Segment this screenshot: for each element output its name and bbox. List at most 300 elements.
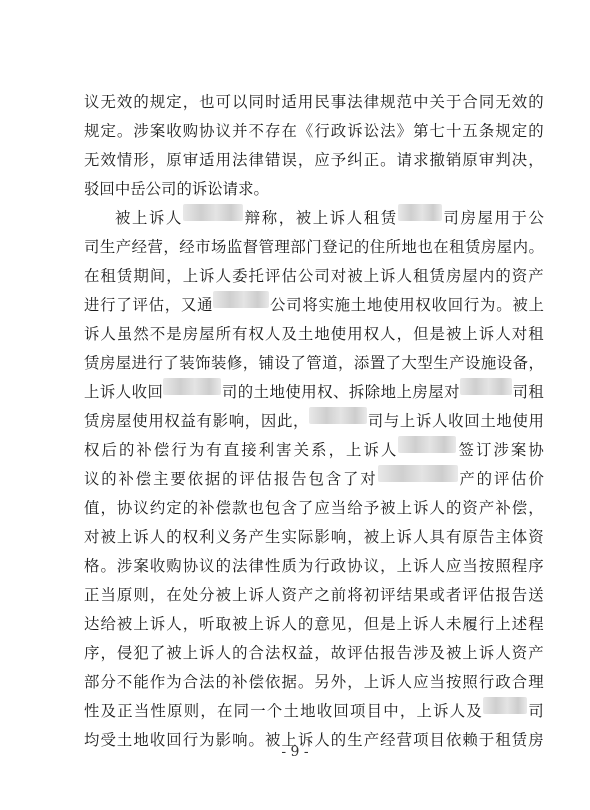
text-char: 上 [462,644,478,662]
text-line [84,639,544,668]
text-char: 上 [399,412,416,430]
text-char: 诉 [380,267,396,285]
text-char: 资 [281,586,297,604]
text-char: 将 [302,296,318,314]
text-char: 依 [187,470,203,488]
text-char: 使 [512,412,528,430]
text-char: 用 [494,209,510,227]
text-char: 土 [116,731,133,749]
text-char: 定 [166,499,182,517]
text-char: 照 [495,557,511,575]
text-char: 屋 [116,412,132,430]
text-char: 上 [182,644,199,662]
text-char: 人 [495,325,511,343]
text-char: 的 [476,470,493,488]
text-char: 案 [510,441,527,459]
text-char: 型 [417,354,433,372]
text-char: 司 [512,383,528,401]
text-char: 生 [264,528,281,546]
text-char: 此 [276,412,293,430]
text-char: 故 [330,644,347,662]
text-char: 按 [445,673,462,691]
text-char: 议 [199,557,215,575]
text-char: 被 [166,644,182,662]
text-char: 租 [528,325,544,343]
text-char: 人 [149,528,166,546]
text-char: 称 [261,209,278,227]
text-char: 评 [264,267,281,285]
text-char: 体 [511,528,528,546]
text-char: 人 [432,412,448,430]
text-char: 。 [248,731,264,749]
text-char: 。 [116,122,133,140]
text-char: 被 [380,499,396,517]
text-char: 的 [528,122,544,140]
text-char: 诉 [413,615,429,633]
text-char: 了 [163,354,179,372]
text-char: 行 [171,441,187,459]
text-char: 了 [149,644,166,662]
text-char: 效 [100,151,116,169]
text-char: 益 [297,644,314,662]
text-char: 诉 [433,702,449,720]
text-char: 估 [256,470,273,488]
text-char: 虽 [116,325,133,343]
text-char: 上 [281,731,297,749]
text-char: 评 [462,586,478,604]
text-char: 地 [401,238,417,256]
text-char: 法 [232,151,248,169]
text-char: 使 [285,383,301,401]
text-char: 利 [258,441,275,459]
text-char: 依 [264,673,281,691]
text-char: 案 [149,122,166,140]
text-char: 涉 [133,122,149,140]
text-char: 法 [199,673,215,691]
text-char: 司 [286,296,302,314]
text-char: 用 [148,412,164,430]
text-char: 权 [415,296,431,314]
text-char: 另 [314,673,330,691]
text-char: 部 [290,238,306,256]
text-char: 政 [495,673,511,691]
text-char: 的 [330,731,347,749]
text-char: 销 [445,151,462,169]
text-line [84,668,544,697]
text-char: 行 [314,557,330,575]
text-char: 也 [199,93,215,111]
text-char: 回 [447,296,464,314]
text-char: ， [242,354,259,372]
text-char: 被 [445,325,462,343]
text-char: 约 [149,499,166,517]
text-char: 照 [462,673,478,691]
text-char: 上 [182,267,199,285]
text-char: 法 [264,644,281,662]
text-char: 于 [478,731,495,749]
text-char: 序 [84,644,100,662]
text-char: 。 [297,673,314,691]
text-char: 议 [215,122,232,140]
text-char: 犯 [133,644,149,662]
text-char: 装 [211,354,227,372]
text-char: 托 [248,267,264,285]
text-char: ， [347,528,363,546]
text-char: 资 [511,267,528,285]
text-char: 无 [84,151,100,169]
text-char: 公 [145,180,162,198]
text-char: 回 [166,731,182,749]
text-char: 了 [385,354,402,372]
text-char: ， [528,354,544,372]
text-char: 合 [248,644,264,662]
text-char: 予 [363,499,380,517]
text-char: 补 [118,470,134,488]
text-char: 大 [401,354,417,372]
text-char: 设 [465,354,481,372]
text-char: 合 [182,673,199,691]
text-char: 人 [264,325,281,343]
text-char: 第 [413,122,429,140]
text-char: 上 [396,383,412,401]
text-char: 经 [131,238,148,256]
text-char: 形 [133,151,149,169]
text-char: 补 [232,673,248,691]
text-char: 《 [297,122,314,140]
text-char: 取 [215,615,232,633]
text-char: 作 [149,673,166,691]
text-char: 上 [396,615,413,633]
text-char: 监 [226,238,243,256]
text-char: 被 [215,586,232,604]
text-char: 辩 [244,209,261,227]
text-line [84,146,544,175]
text-char: 了 [290,354,306,372]
text-char: 权 [248,325,264,343]
text-char: 生 [99,238,116,256]
text-char: 进 [131,354,148,372]
text-char: 产 [363,731,380,749]
body-text [84,88,544,755]
text-char: 诉 [149,209,165,227]
text-char: 的 [182,499,199,517]
text-char: 的 [101,470,117,488]
text-char: 督 [242,238,259,256]
text-char: 程 [528,615,544,633]
text-char: 除 [364,383,381,401]
text-char: 被 [295,209,312,227]
text-char: 错 [264,151,281,169]
text-char: ， [380,557,396,575]
text-char: 在 [84,267,100,285]
text-line [84,320,544,349]
text-char: 铺 [258,354,275,372]
text-char: 赁 [511,731,528,749]
text-char: 性 [84,702,100,720]
text-char: 主 [495,528,511,546]
text-char: 生 [433,354,449,372]
text-char: 诉 [380,673,396,691]
text-char: 偿 [511,499,528,517]
text-char: 均 [84,731,100,749]
text-line [84,697,544,726]
text-char: 为 [480,296,496,314]
text-char: 议 [363,557,380,575]
text-char: 律 [363,93,380,111]
text-char: 存 [264,122,281,140]
text-char: 及 [466,702,482,720]
text-char: 赖 [462,731,478,749]
text-char: 法 [347,93,363,111]
text-char: 求 [238,180,254,198]
text-char: 生 [347,731,363,749]
text-char: 中 [114,180,131,198]
text-char: 赁 [429,267,445,285]
text-char: 。 [380,151,396,169]
text-char: 评 [347,644,363,662]
text-char: 收 [431,296,447,314]
redaction-block [460,378,512,395]
text-char: 产 [478,499,495,517]
text-char: 用 [399,296,415,314]
text-char: 用 [347,325,363,343]
text-char: 用 [215,151,232,169]
text-char: 据 [204,470,221,488]
text-char: 协 [347,557,363,575]
text-char: 报 [495,586,511,604]
text-char: 当 [100,586,116,604]
text-char: 政 [330,122,347,140]
text-char: 上 [363,673,380,691]
text-char: 房 [445,267,462,285]
text-char: 屋 [462,267,478,285]
text-char: 上 [416,702,432,720]
text-char: 中 [383,702,399,720]
text-char: 个 [266,702,283,720]
text-char: 中 [413,93,429,111]
text-char: 当 [133,702,150,720]
text-char: ， [244,412,261,430]
text-char: 的 [215,557,232,575]
text-char: 补 [199,499,215,517]
text-char: 原 [462,151,478,169]
text-char: 系 [311,441,327,459]
text-char: 权 [84,441,100,459]
text-char: 估 [281,267,297,285]
text-char: 拆 [348,383,365,401]
text-char: 诉 [329,209,346,227]
text-char: 司 [314,267,330,285]
text-char: 上 [346,441,362,459]
text-char: 报 [380,644,396,662]
text-char: 人 [495,644,511,662]
text-char: 价 [528,470,544,488]
text-char: 赁 [380,209,397,227]
text-char: ， [100,644,116,662]
text-char: 土 [297,325,314,343]
text-char: 款 [232,499,248,517]
text-char: 履 [462,615,478,633]
text-char: 将 [347,586,363,604]
text-char: 地 [314,325,330,343]
text-char: 于 [511,209,527,227]
text-char: 告 [478,528,495,546]
text-line [84,88,544,117]
text-char: 前 [330,586,347,604]
text-char: 收 [448,412,464,430]
text-char: 当 [462,557,478,575]
text-char: 司 [443,209,459,227]
text-char: 讼 [207,180,223,198]
text-char: 时 [264,93,281,111]
text-char: ， [293,412,309,430]
text-char: 诉 [413,499,429,517]
text-char: 地 [133,731,149,749]
text-char: 项 [413,731,429,749]
text-char: 影 [314,528,330,546]
text-char: 购 [166,557,182,575]
text-char: ， [328,441,344,459]
text-char: 涉 [116,557,133,575]
text-char: 含 [325,470,342,488]
text-char: 产 [248,528,264,546]
text-char: 》 [396,122,413,140]
text-char: 不 [248,122,264,140]
text-char: 上 [528,296,544,314]
text-char: 诉 [478,325,495,343]
text-char: 产 [528,644,544,662]
text-char: 为 [166,673,182,691]
text-char: 人 [166,209,182,227]
text-char: 行 [182,731,199,749]
text-char: 协 [116,499,133,517]
text-char: 土 [350,296,367,314]
text-char: 上 [495,615,511,633]
text-char: 纠 [347,151,363,169]
text-char: 际 [297,528,314,546]
text-char: 报 [273,470,290,488]
text-char: 行 [478,615,495,633]
text-char: 实 [318,296,334,314]
text-char: 行 [463,296,480,314]
text-char: 应 [314,499,330,517]
text-char: 上 [396,557,413,575]
text-char: 人 [396,673,413,691]
text-char: 但 [363,615,380,633]
text-char: 原 [166,151,182,169]
text-char: 赁 [116,267,133,285]
text-char: 补 [495,499,511,517]
text-line [84,262,544,291]
text-char: 行 [147,354,163,372]
text-char: 分 [199,586,215,604]
text-char: 房 [528,731,544,749]
text-char: 通 [197,296,213,314]
text-char: 租 [449,238,465,256]
text-char: 以 [232,93,248,111]
text-char: 事 [330,93,347,111]
text-char: 对 [511,325,528,343]
redaction-block [378,465,458,482]
text-char: 协 [199,122,215,140]
text-char: 上 [232,586,248,604]
text-char: 赁 [84,412,100,430]
text-char: 民 [314,93,330,111]
text-char: 收 [149,557,166,575]
text-char: 一 [250,702,266,720]
text-char: 不 [116,673,133,691]
text-char: 收 [149,731,166,749]
text-char: 施 [334,296,351,314]
text-char: 见 [330,615,347,633]
text-line [84,175,544,204]
text-char: 所 [385,238,402,256]
text-char: 给 [347,499,363,517]
text-char: 估 [478,586,495,604]
text-char: 响 [232,731,248,749]
redaction-block [483,697,527,714]
text-char: 估 [148,296,165,314]
text-char: 租 [363,209,380,227]
text-char: 评 [239,470,255,488]
text-char: 律 [248,557,264,575]
text-char: 接 [241,441,257,459]
text-char: 不 [149,325,166,343]
text-char: 收 [166,122,182,140]
text-char: 协 [182,557,199,575]
text-char: 上 [380,528,396,546]
text-char: 偿 [135,470,152,488]
text-char: 使 [330,325,347,343]
text-char: ， [200,702,216,720]
text-char: 因 [260,412,277,430]
redaction-block [163,378,221,395]
text-char: 屋 [477,209,493,227]
text-char: 政 [330,557,347,575]
text-char: ， [182,93,199,111]
redaction-block [213,291,269,308]
text-char: 司 [161,180,177,198]
text-char: 序 [528,557,544,575]
text-char: 值 [84,499,100,517]
text-char: 行 [100,296,116,314]
text-char: ， [396,325,413,343]
text-char: 当 [429,673,445,691]
text-char: 之 [314,586,330,604]
text-char: 委 [232,267,248,285]
text-char: 地 [496,412,512,430]
text-char: 行 [478,673,495,691]
text-char: 置 [369,354,386,372]
text-char: 用 [297,93,314,111]
text-char: 补 [136,441,152,459]
text-char: 有 [206,441,222,459]
text-char: 租 [528,383,544,401]
text-char: 在 [281,122,297,140]
text-char: 又 [180,296,197,314]
text-char: 设 [496,354,513,372]
text-char: 关 [293,441,310,459]
text-char: 规 [495,122,511,140]
text-char: 同 [248,93,264,111]
text-char: 使 [383,296,399,314]
text-char: 赁 [465,238,481,256]
text-line [84,378,544,407]
text-char: 据 [281,673,297,691]
text-line [84,552,544,581]
text-char: 侵 [116,644,133,662]
text-char: 权 [164,412,180,430]
